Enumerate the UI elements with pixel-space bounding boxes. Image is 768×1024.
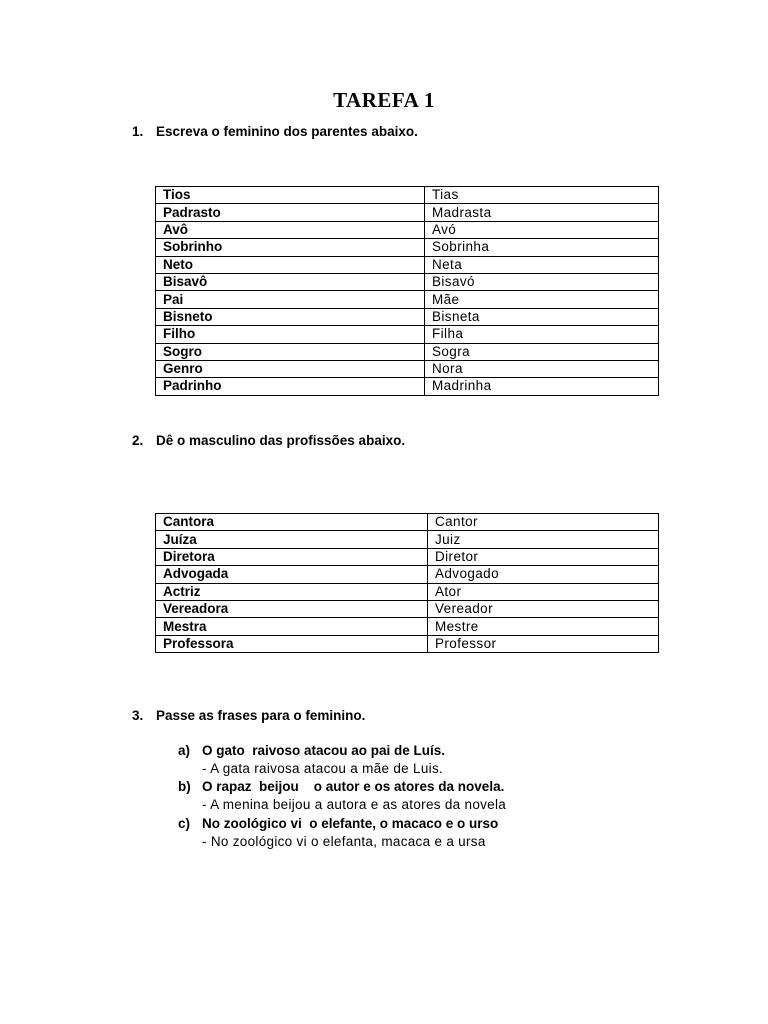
masculine-cell: Bisneto [156,308,425,325]
table-row [156,548,659,565]
sentence-item-a [178,743,445,758]
feminine-answer-cell: Madrasta [425,204,659,221]
masculine-cell: Padrinho [156,378,425,395]
table-row [156,204,659,221]
table-row [156,618,659,635]
table-row [156,221,659,238]
sentence-item-b [178,779,504,794]
question-3 [132,708,365,723]
table-row [156,343,659,360]
masculine-cell: Genro [156,360,425,377]
sentence-text: O rapaz beijou o autor e os atores da novela. [202,779,505,794]
masculine-cell: Neto [156,256,425,273]
feminine-cell: Professora [156,635,428,652]
feminine-answer-cell: Sobrinha [425,239,659,256]
feminine-answer-cell: Tias [425,187,659,204]
sentence-text: O gato raivoso atacou ao pai de Luís. [202,743,446,758]
table-row [156,566,659,583]
feminine-answer-cell: Mãe [425,291,659,308]
question-1-number: 1. [132,124,144,139]
feminine-answer-cell: Bisneta [425,308,659,325]
question-1 [132,124,418,139]
feminine-answer-cell: Neta [425,256,659,273]
question-1-text: Escreva o feminino dos parentes abaixo. [156,124,418,139]
sentence-item-c [178,816,498,831]
page-title: TAREFA 1 [333,88,435,112]
table-professions [155,513,659,653]
sentence-label: c) [178,816,191,831]
table-row [156,635,659,652]
masculine-cell: Tios [156,187,425,204]
question-3-text: Passe as frases para o feminino. [156,708,366,723]
table-row [156,378,659,395]
masculine-answer-cell: Vereador [428,600,659,617]
masculine-cell: Sobrinho [156,239,425,256]
feminine-answer-cell: Bisavó [425,273,659,290]
masculine-answer-cell: Juiz [428,531,659,548]
feminine-answer-cell: Avó [425,221,659,238]
sentence-label: a) [178,743,191,758]
table-row [156,239,659,256]
feminine-answer-cell: Sogra [425,343,659,360]
sentence-label: b) [178,779,191,794]
question-2-text: Dê o masculino das profissões abaixo. [156,433,406,448]
feminine-answer-cell: Filha [425,326,659,343]
sentence-answer: - A menina beijou a autora e as atores da novela [202,797,507,812]
question-2-number: 2. [132,433,144,448]
feminine-cell: Diretora [156,548,428,565]
masculine-cell: Avô [156,221,425,238]
feminine-cell: Advogada [156,566,428,583]
feminine-cell: Cantora [156,514,428,531]
table-row [156,600,659,617]
table-row [156,256,659,273]
table-row [156,531,659,548]
sentence-answer: - A gata raivosa atacou a mãe de Luis. [202,761,444,776]
table-row [156,273,659,290]
table-row [156,360,659,377]
table-relatives [155,186,659,396]
masculine-cell: Padrasto [156,204,425,221]
sentence-text: No zoológico vi o elefante, o macaco e o urso [202,816,499,831]
feminine-answer-cell: Nora [425,360,659,377]
table-row [156,326,659,343]
table-row [156,514,659,531]
feminine-cell: Mestra [156,618,428,635]
masculine-answer-cell: Cantor [428,514,659,531]
masculine-answer-cell: Diretor [428,548,659,565]
masculine-answer-cell: Mestre [428,618,659,635]
masculine-answer-cell: Advogado [428,566,659,583]
table-row [156,583,659,600]
question-3-number: 3. [132,708,144,723]
masculine-answer-cell: Ator [428,583,659,600]
masculine-cell: Bisavô [156,273,425,290]
feminine-answer-cell: Madrinha [425,378,659,395]
question-2 [132,433,405,448]
sentence-answer: - No zoológico vi o elefanta, macaca e a ursa [202,834,486,849]
masculine-cell: Sogro [156,343,425,360]
masculine-cell: Pai [156,291,425,308]
feminine-cell: Actriz [156,583,428,600]
masculine-cell: Filho [156,326,425,343]
masculine-answer-cell: Professor [428,635,659,652]
table-row [156,291,659,308]
table-row [156,308,659,325]
feminine-cell: Vereadora [156,600,428,617]
table-row [156,187,659,204]
feminine-cell: Juíza [156,531,428,548]
